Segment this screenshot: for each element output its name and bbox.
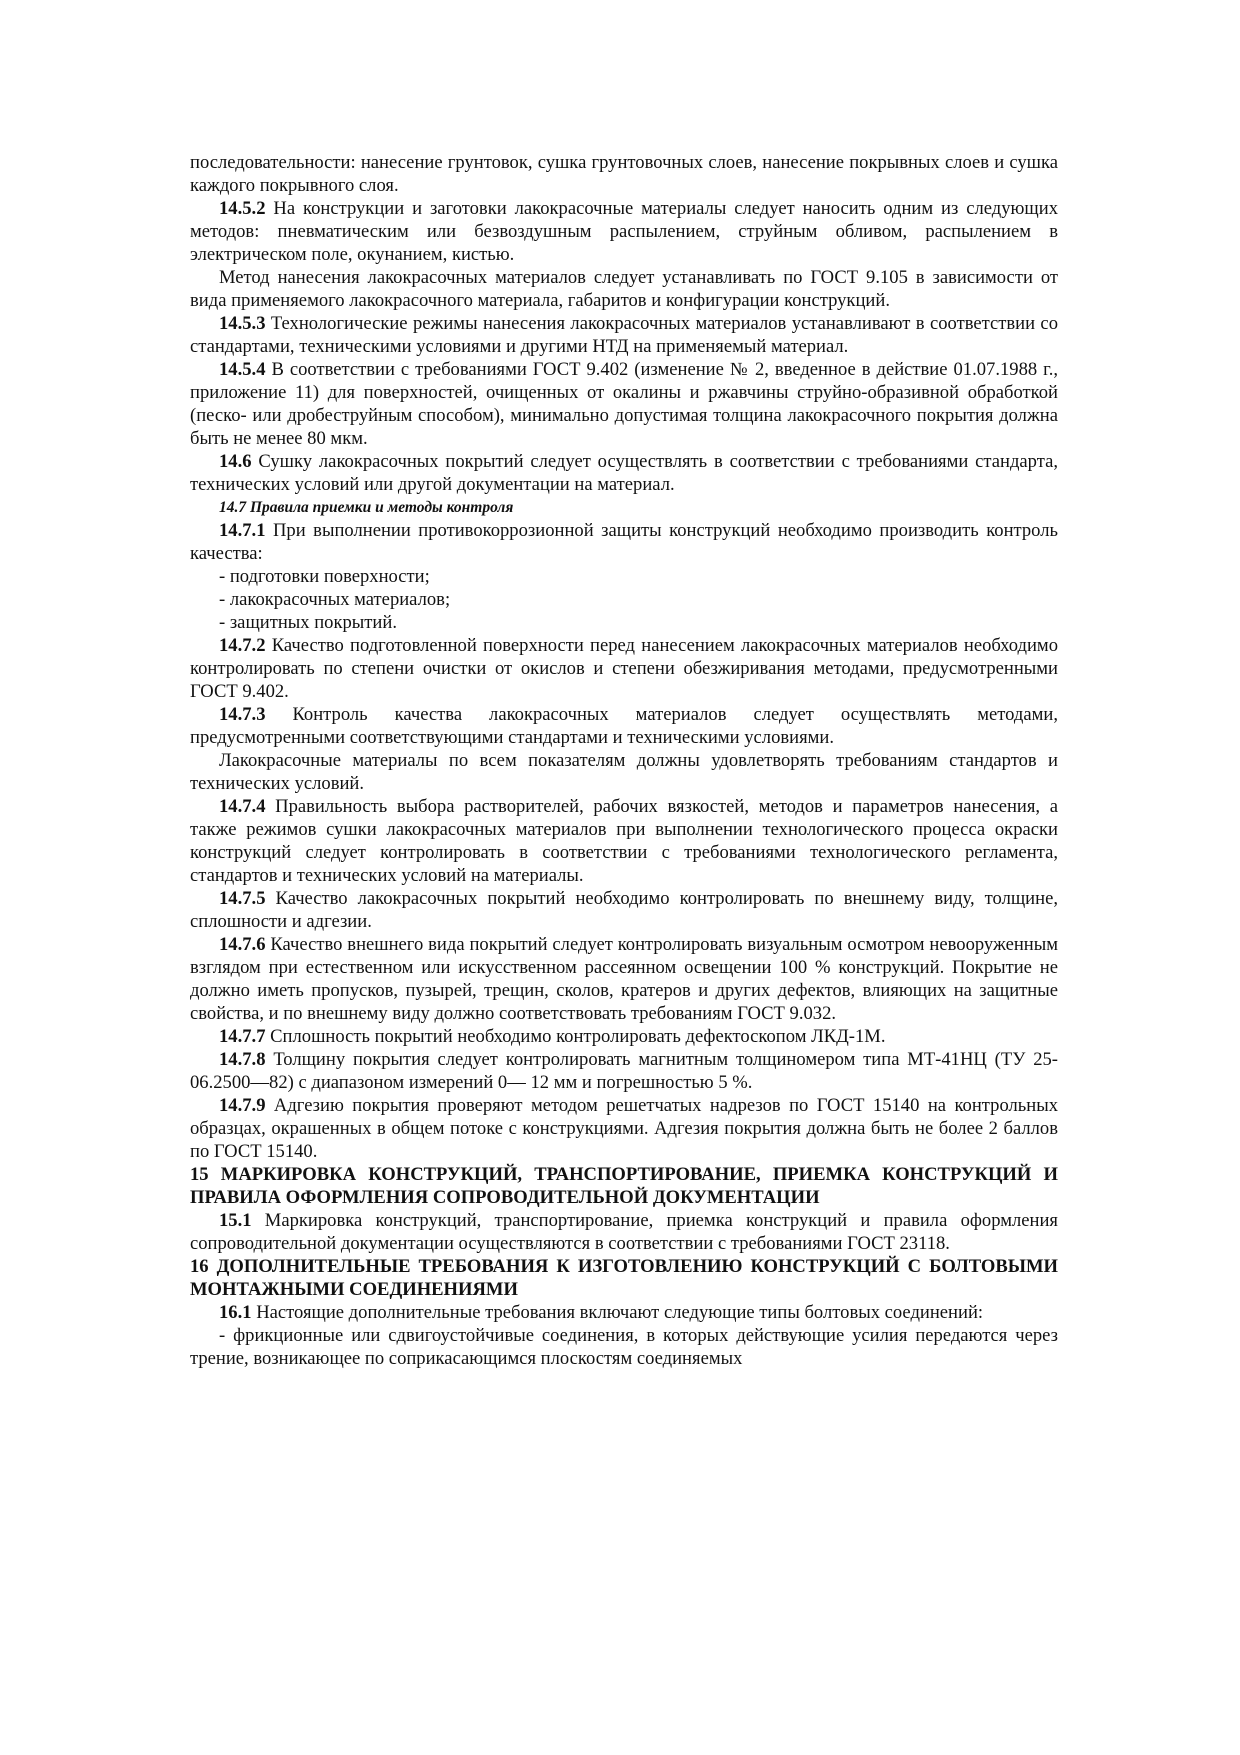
clause-number: 15.1 <box>219 1210 252 1231</box>
paragraph-14-7-6 <box>190 933 1058 1025</box>
clause-text: Контроль качества лакокрасочных материалов следует осуществлять методами, предусмотренными соответствующими стандартами и техническими условиями. <box>190 704 1058 748</box>
paragraph-16-1 <box>190 1301 1058 1324</box>
paragraph-14-7-3 <box>190 703 1058 749</box>
clause-number: 14.7.4 <box>219 796 266 817</box>
clause-number: 14.7.6 <box>219 934 266 955</box>
paragraph-14-6 <box>190 450 1058 496</box>
clause-text: Качество внешнего вида покрытий следует контролировать визуальным осмотром невооруженным взглядом при естественном или искусственном рассеянном освещении 100 % конструкций. Покрытие не должно иметь пропусков, пузырей, трещин, сколов, кратеров и других дефектов, влияющих на защитные свойства, и по внешнему виду должно соответствовать требованиям ГОСТ 9.032. <box>190 934 1058 1024</box>
clause-number: 14.7.7 <box>219 1026 266 1047</box>
clause-text: При выполнении противокоррозионной защиты конструкций необходимо производить контроль качества: <box>190 520 1058 564</box>
clause-number: 14.7.2 <box>219 635 266 656</box>
clause-text: Качество лакокрасочных покрытий необходимо контролировать по внешнему виду, толщине, сплошности и адгезии. <box>190 888 1058 932</box>
clause-text: Правильность выбора растворителей, рабочих вязкостей, методов и параметров нанесения, а также режимов сушки лакокрасочных материалов при выполнении технологического процесса окраски конструкций следует контролировать в соответствии с требованиями технологического регламента, стандартов и технических условий на материалы. <box>190 796 1058 886</box>
paragraph-14-7-2 <box>190 634 1058 703</box>
clause-text: Толщину покрытия следует контролировать магнитным толщиномером типа МТ-41НЦ (ТУ 25-06.2500—82) с диапазоном измерений 0— 12 мм и погрешностью 5 %. <box>190 1049 1058 1093</box>
paragraph-14-7-8 <box>190 1048 1058 1094</box>
clause-number: 14.6 <box>219 451 252 472</box>
clause-text: Качество подготовленной поверхности перед нанесением лакокрасочных материалов необходимо контролировать по степени очистки от окислов и степени обезжиривания методами, предусмотренными ГОСТ 9.402. <box>190 635 1058 702</box>
clause-number: 14.5.3 <box>219 313 266 334</box>
paragraph-14-7-5 <box>190 887 1058 933</box>
list-item: - защитных покрытий. <box>219 612 397 633</box>
paragraph-14-5-3 <box>190 312 1058 358</box>
clause-number: 14.5.2 <box>219 198 266 219</box>
clause-text: Настоящие дополнительные требования включают следующие типы болтовых соединений: <box>256 1302 984 1323</box>
clause-text: Адгезию покрытия проверяют методом решетчатых надрезов по ГОСТ 15140 на контрольных образцах, окрашенных в общем потоке с конструкциями. Адгезия покрытия должна быть не более 2 баллов по ГОСТ 15140. <box>190 1095 1058 1162</box>
clause-text: Сплошность покрытий необходимо контролировать дефектоскопом ЛКД-1М. <box>270 1026 886 1047</box>
list-item: - лакокрасочных материалов; <box>219 589 451 610</box>
paragraph-14-7-4 <box>190 795 1058 887</box>
paragraph: - фрикционные или сдвигоустойчивые соединения, в которых действующие усилия передаются через трение, возникающее по соприкасающимся плоскостям соединяемых <box>190 1325 1058 1369</box>
section-heading-15: 15 МАРКИРОВКА КОНСТРУКЦИЙ, ТРАНСПОРТИРОВАНИЕ, ПРИЕМКА КОНСТРУКЦИЙ И ПРАВИЛА ОФОРМЛЕНИЯ СОПРОВОДИТЕЛЬНОЙ ДОКУМЕНТАЦИИ <box>190 1164 1058 1208</box>
clause-text: Маркировка конструкций, транспортирование, приемка конструкций и правила оформления сопроводительной документации осуществляются в соответствии с требованиями ГОСТ 23118. <box>190 1210 1058 1254</box>
document-page <box>190 151 1058 1370</box>
clause-number: 14.7.1 <box>219 520 266 541</box>
paragraph: Лакокрасочные материалы по всем показателям должны удовлетворять требованиям стандартов и технических условий. <box>190 750 1058 794</box>
clause-number: 14.7.3 <box>219 704 266 725</box>
paragraph-14-7-7 <box>190 1025 1058 1048</box>
clause-number: 14.5.4 <box>219 359 266 380</box>
paragraph-14-7-1 <box>190 519 1058 565</box>
clause-text: Технологические режимы нанесения лакокрасочных материалов устанавливают в соответствии со стандартами, техническими условиями и другими НТД на применяемый материал. <box>190 313 1058 357</box>
clause-number: 14.7.9 <box>219 1095 266 1116</box>
clause-text: На конструкции и заготовки лакокрасочные материалы следует наносить одним из следующих методов: пневматическим или безвоздушным распылением, струйным обливом, распылением в электрическом поле, окунанием, кистью. <box>190 198 1058 265</box>
list-item: - подготовки поверхности; <box>219 566 430 587</box>
clause-number: 14.7.8 <box>219 1049 266 1070</box>
paragraph-14-5-4 <box>190 358 1058 450</box>
clause-text: В соответствии с требованиями ГОСТ 9.402 (изменение № 2, введенное в действие 01.07.1988 г., приложение 11) для поверхностей, очищенных от окалины и ржавчины струйно-образивной обработкой (песко- или дробеструйным способом), минимально допустимая толщина лакокрасочного покрытия должна быть не менее 80 мкм. <box>190 359 1058 449</box>
paragraph: последовательности: нанесение грунтовок, сушка грунтовочных слоев, нанесение покрывных слоев и сушка каждого покрывного слоя. <box>190 152 1058 196</box>
paragraph: Метод нанесения лакокрасочных материалов следует устанавливать по ГОСТ 9.105 в зависимости от вида применяемого лакокрасочного материала, габаритов и конфигурации конструкций. <box>190 267 1058 311</box>
section-heading-16: 16 ДОПОЛНИТЕЛЬНЫЕ ТРЕБОВАНИЯ К ИЗГОТОВЛЕНИЮ КОНСТРУКЦИЙ С БОЛТОВЫМИ МОНТАЖНЫМИ СОЕДИНЕНИЯМИ <box>190 1256 1058 1300</box>
clause-number: 16.1 <box>219 1302 252 1323</box>
clause-text: Сушку лакокрасочных покрытий следует осуществлять в соответствии с требованиями стандарта, технических условий или другой документации на материал. <box>190 451 1058 495</box>
clause-number: 14.7.5 <box>219 888 266 909</box>
paragraph-14-7-9 <box>190 1094 1058 1163</box>
paragraph-15-1 <box>190 1209 1058 1255</box>
paragraph-14-5-2 <box>190 197 1058 266</box>
subsection-heading-14-7: 14.7 Правила приемки и методы контроля <box>219 499 514 516</box>
